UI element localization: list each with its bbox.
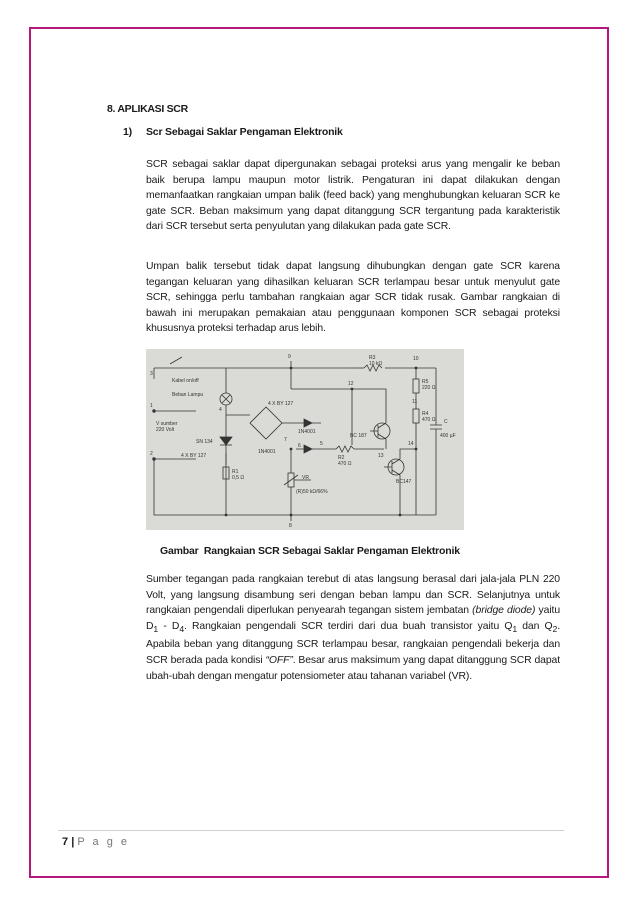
circuit-figure [146,349,464,530]
node-12: 12 [348,381,354,387]
section-heading: 8. APLIKASI SCR [107,103,188,115]
paragraph-1: SCR sebagai saklar dapat dipergunakan sebagai proteksi arus yang mengalir ke beban baik berupa lampu maupun motor listrik. Pengaturan ini dapat dilakukan dengan memanfaatkan rangkaian umpan balik (feed back) yang menghubungkan keluaran SCR ke gate SCR. Beban maksimum yang dapat ditanggung SCR tergantung pada karakteristik dari SCR tersebut serta penyulutan yang dilakukan pada gate SCR. [146,159,560,233]
label-cap-value: 400 µF [440,433,456,439]
label-r4-value: 470 Ω [422,417,436,423]
label-switch: Kabel on/off [172,378,199,384]
node-14: 14 [408,441,414,447]
label-r1-value: 0,5 Ω [232,475,245,481]
p3-sub-3: 1 [512,623,518,634]
p3-text-6: . Apabila beban yang ditanggung SCR terlampau besar, rangkaian pengendali bekerja dan SCR berada pada kondisi [146,620,561,667]
paragraph-2: Umpan balik tersebut tidak dapat langsung dihubungkan dengan gate SCR karena tegangan keluaran yang dihasilkan keluaran SCR terlampau besar untuk menyulut gate SCR, sehingga perlu tambahan rangkaian agar SCR tidak rusak. Gambar rangkaian di bawah ini merupakan pemakaian atau penggunaan komponen SCR sebagai proteksi khususnya proteksi terhadap arus lebih. [146,261,560,335]
p3-text-1: Sumber tegangan pada rangkaian terebut di atas langsung berasal dari jala-jala PLN 220 Volt, yang langsung disambung seri dengan beban lampu dan SCR. Selanjutnya untuk rangkaian pengendali diperlukan penyearah tegangan sistem jembatan [146,574,560,617]
label-r4-name: R4 [422,411,429,417]
circuit-diagram [146,349,464,530]
caption-label: Gambar [160,545,199,557]
node-1: 1 [150,403,153,409]
p3-text-7: . Besar arus maksimum yang dapat ditanggung SCR dapat ubah-ubah dengan mengatur potensiometer atau tahanan variabel (VR). [146,655,560,682]
footer-divider [58,830,564,831]
label-vr-name: VR [302,475,309,481]
p3-sub-2: 4 [179,623,185,634]
node-3: 3 [150,371,153,377]
page-label: P a g e [77,836,130,848]
figure-caption [160,545,460,557]
subsection-title: Scr Sebagai Saklar Pengaman Elektronik [146,126,343,138]
label-bridge-bottom: 4 X BY 127 [181,453,207,459]
node-8: 8 [289,523,292,529]
label-r5-name: R5 [422,379,429,385]
node-5: 5 [320,441,323,447]
p3-text-5: dan Q [517,620,553,632]
label-q1: BC 187 [350,433,367,439]
paragraph-3 [146,572,560,684]
node-7: 7 [284,437,287,443]
label-r3-value: 10 kΩ [369,361,383,367]
label-scr: SN 134 [196,439,213,445]
label-source-2: 220 Volt [156,427,175,433]
p3-italic-2: “OFF” [265,655,293,667]
p3-text-4: . Rangkaian pengendali SCR terdiri dari dua buah transistor yaitu Q [184,620,513,632]
label-vr-value: (R)50 kΩ/66% [296,489,328,495]
label-lamp: Beban Lampu [172,392,204,398]
label-cap-name: C [444,419,448,425]
node-4: 4 [219,407,222,413]
label-diode-1: 1N4001 [298,429,316,435]
label-r2-value: 470 Ω [338,461,352,467]
node-6: 6 [298,443,301,449]
label-r3-name: R3 [369,355,376,361]
node-13: 13 [378,453,384,459]
p3-text-2: yaitu D [146,605,560,632]
p3-sub-1: 1 [153,623,159,634]
subsection-heading [123,126,343,138]
label-bridge-top: 4 X BY 127 [268,401,294,407]
p3-text-3: - D [158,620,180,632]
caption-title: Rangkaian SCR Sebagai Saklar Pengaman Elektronik [203,545,460,557]
page-number: 7 [62,836,69,848]
page-footer [62,836,130,848]
label-r2-name: R2 [338,455,345,461]
footer-separator: | [71,836,75,848]
p3-sub-4: 2 [552,623,558,634]
label-source-1: V sumber [156,421,178,427]
node-2: 2 [150,451,153,457]
label-diode-2: 1N4001 [258,449,276,455]
node-9: 9 [288,354,291,360]
node-10: 10 [413,356,419,362]
p3-italic-1: (bridge diode) [472,605,536,617]
label-r5-value: 220 Ω [422,385,436,391]
subsection-number: 1) [123,126,132,138]
label-q2: BC147 [396,479,412,485]
label-r1-name: R1 [232,469,239,475]
node-11: 11 [412,399,418,405]
